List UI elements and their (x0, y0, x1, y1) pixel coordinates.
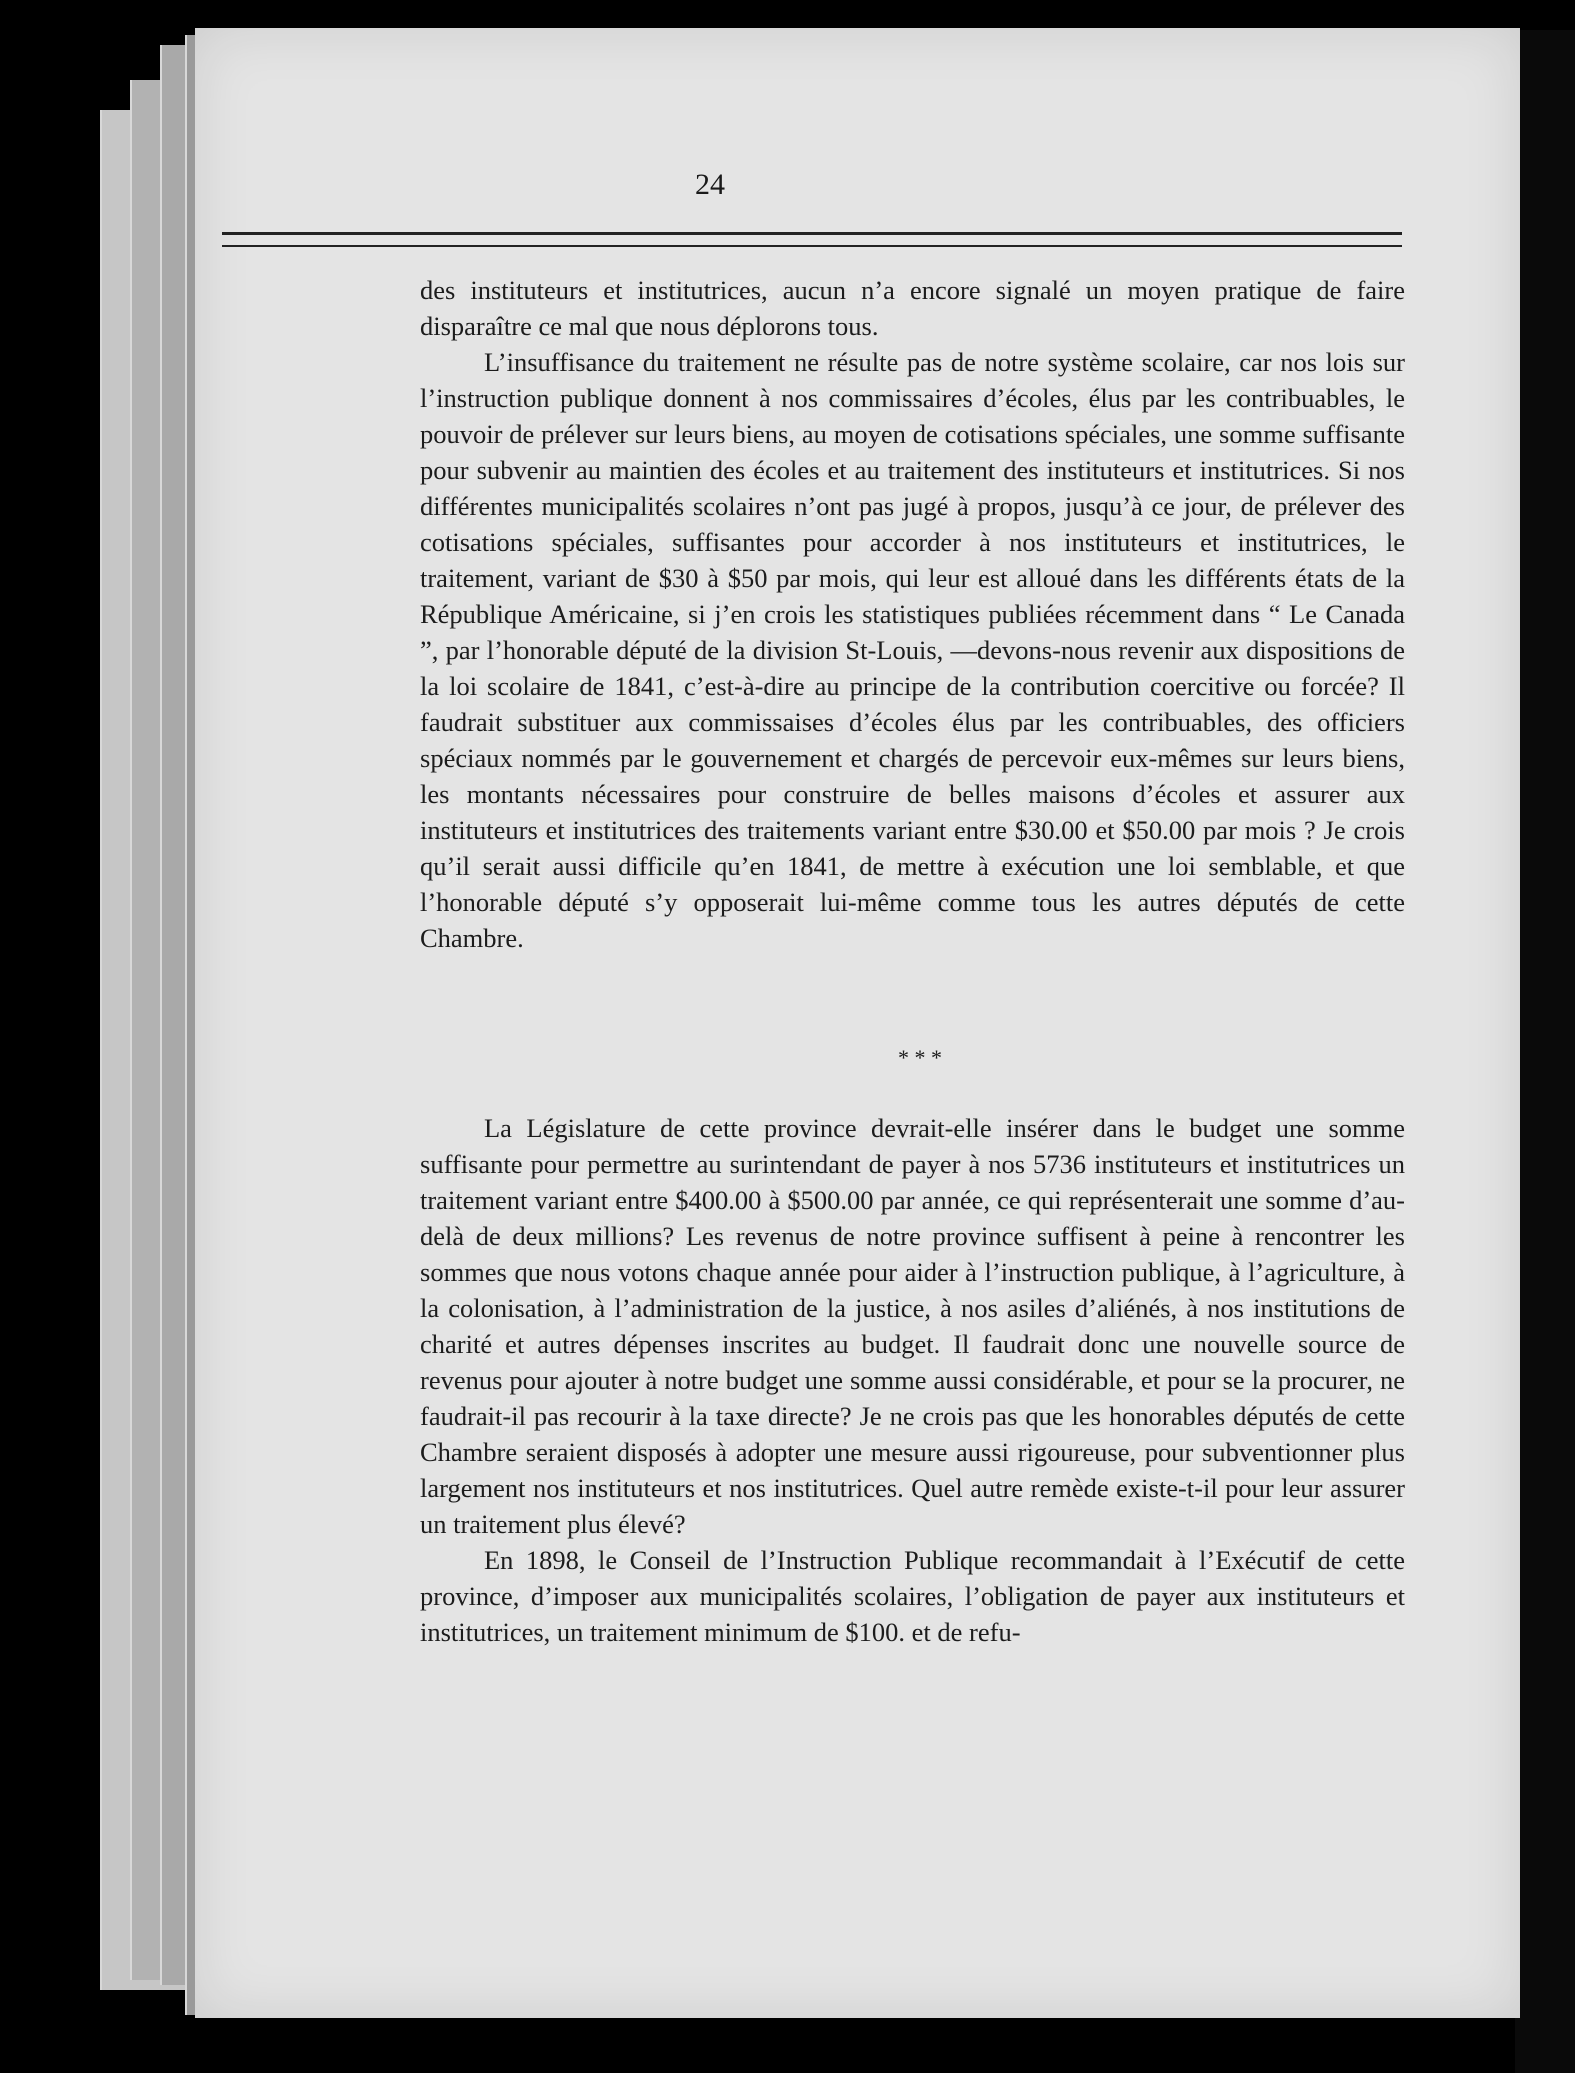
scan-shadow (1515, 30, 1575, 2073)
paragraph: L’insuffisance du traitement ne résulte pas de notre système scolaire, car nos lois sur l’instruction publique donnent à nos commissaires d’écoles, élus par les contribuables, le pouvoir de prélever sur leurs biens, au moyen de cotisations spéciales, une somme suffisante pour subvenir au maintien des écoles et au traitement des instituteurs et institutrices. Si nos différentes municipalités scolaires n’ont pas jugé à propos, jusqu’à ce jour, de prélever des cotisations spéciales, suffisantes pour accorder à nos instituteurs et institutrices, le traitement, variant de $30 à $50 par mois, qui leur est alloué dans les différents états de la République Américaine, si j’en crois les statistiques publiées récemment dans “ Le Canada ”, par l’honorable député de la division St-Louis, —devons-nous revenir aux dispositions de la loi scolaire de 1841, c’est-à-dire au principe de la contribution coercitive ou forcée? Il faudrait substituer aux commissaises d’écoles élus par les contribuables, des officiers spéciaux nommés par le gouvernement et chargés de percevoir eux-mêmes sur leurs biens, les montants nécessaires pour construire de belles maisons d’écoles et assurer aux instituteurs et institutrices des traitements variant entre $30.00 et $50.00 par mois ? Je crois qu’il serait aussi difficile qu’en 1841, de mettre à exécution une loi semblable, et que l’honorable député s’y opposerait lui-même comme tous les autres députés de cette Chambre. (420, 347, 1405, 953)
text-section-1 (420, 272, 1405, 956)
paragraph: En 1898, le Conseil de l’Instruction Publique recommandait à l’Exécutif de cette province, d’imposer aux municipalités scolaires, l’obligation de payer aux instituteurs et institutrices, un traitement minimum de $100. et de refu- (420, 1545, 1405, 1647)
header-rule (222, 232, 1402, 247)
paragraph: des instituteurs et institutrices, aucun n’a encore signalé un moyen pratique de faire disparaître ce mal que nous déplorons tous. (420, 275, 1405, 341)
page-number: 24 (695, 168, 725, 201)
text-section-2 (420, 1110, 1405, 1650)
paragraph: La Législature de cette province devrait-elle insérer dans le budget une somme suffisante pour permettre au surintendant de payer à nos 5736 instituteurs et institutrices un traitement variant entre $400.00 à $500.00 par année, ce qui représenterait une somme d’au-delà de deux millions? Les revenus de notre province suffisent à peine à rencontrer les sommes que nous votons chaque année pour aider à l’instruction publique, à l’agriculture, à la colonisation, à l’administration de la justice, à nos asiles d’aliénés, à nos institutions de charité et autres dépenses inscrites au budget. Il faudrait donc une nouvelle source de revenus pour ajouter à notre budget une somme aussi considérable, et pour se la procurer, ne faudrait-il pas recourir à la taxe directe? Je ne crois pas que les honorables députés de cette Chambre seraient disposés à adopter une mesure aussi rigoureuse, pour subventionner plus largement nos instituteurs et nos institutrices. Quel autre remède existe-t-il pour leur assurer un traitement plus élevé? (420, 1113, 1405, 1539)
section-separator: * * * (898, 1045, 942, 1070)
